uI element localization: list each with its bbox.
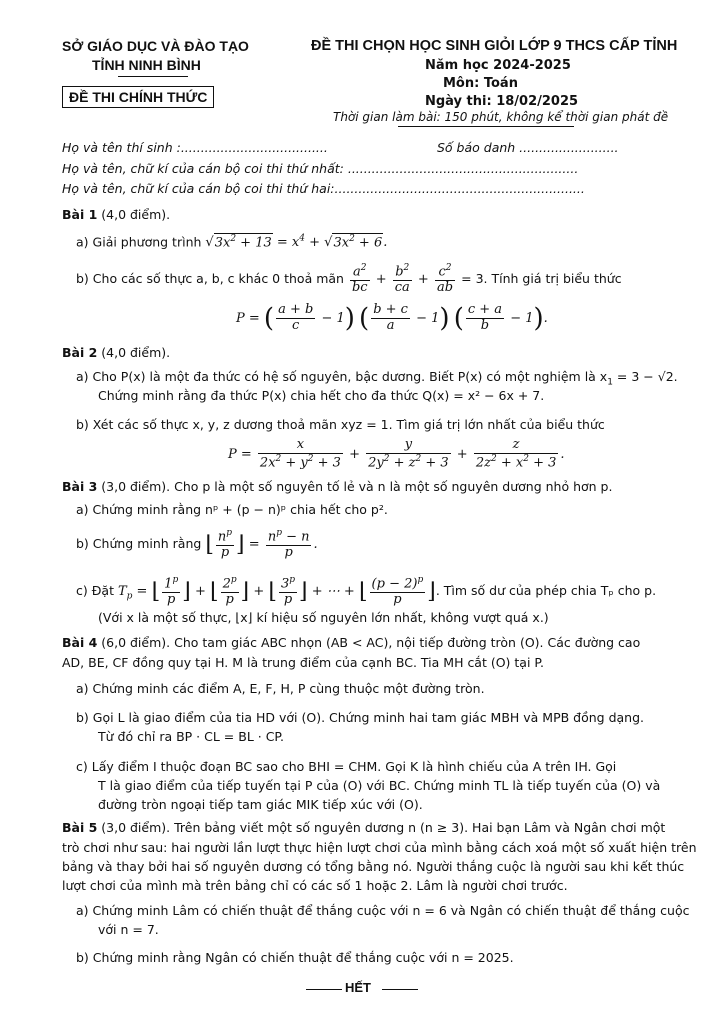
exam-title: ĐỀ THI CHỌN HỌC SINH GIỎI LỚP 9 THCS CẤP TỈNH bbox=[311, 38, 678, 54]
bai1-heading bbox=[62, 207, 170, 222]
bai2-a-line1: a) Cho P(x) là một đa thức có hệ số nguyên, bậc dương. Biết P(x) có một nghiệm là $x_1 = 3 - √2$. bbox=[76, 369, 678, 388]
province-underline bbox=[118, 76, 188, 77]
bai3-title: Bài 3 bbox=[62, 479, 98, 494]
candidate-id-line: Số báo danh ......................... bbox=[437, 140, 619, 155]
bai4-c-line3: đường tròn ngoại tiếp tam giác MIK tiếp xúc với (O). bbox=[98, 797, 423, 812]
bai1-a-equation: $√3x^2 + 13 = x^4 + √3x^2 + 6$. bbox=[205, 234, 388, 251]
bai4-points: (6,0 điểm). bbox=[97, 635, 171, 650]
exam-date: Ngày thi: 18/02/2025 bbox=[425, 94, 579, 109]
province-name: TỈNH NINH BÌNH bbox=[92, 57, 201, 73]
bai4-intro2: AD, BE, CF đồng quy tại H. M là trung điểm của cạnh BC. Tia MH cắt (O) tại P. bbox=[62, 655, 544, 670]
official-exam-label: ĐỀ THI CHÍNH THỨC bbox=[62, 86, 214, 108]
bai3-c: c) Đặt $T_p$ = ⌊ $\frac{1^p}{p}$ ⌋ + ⌊ $\frac{2^p}{p}$ ⌋ + ⌊ $\frac{3^p}{p}$ ⌋ + ⋯ + ⌊ $\frac{(p - 2)^p}{p}$ ⌋. Tìm số dư của phép chia Tₚ cho p. bbox=[76, 575, 657, 608]
bai4-intro1: Cho tam giác ABC nhọn (AB < AC), nội tiếp đường tròn (O). Các đường cao bbox=[174, 635, 641, 650]
bai4-a: a) Chứng minh các điểm A, E, F, H, P cùng thuộc một đường tròn. bbox=[76, 681, 485, 696]
bai5-title: Bài 5 bbox=[62, 820, 98, 835]
bai1-a bbox=[76, 233, 387, 250]
bai5-points: (3,0 điểm). bbox=[97, 820, 171, 835]
proctor2-line: Họ và tên, chữ kí của cán bộ coi thi thứ hai:............................................................... bbox=[62, 181, 585, 196]
bai1-b-condition: $\frac{a^2}{bc}$ + $\frac{b^2}{ca}$ + $\frac{c^2}{ab}$ bbox=[351, 263, 454, 296]
bai3-intro: Cho p là một số nguyên tố lẻ và n là một số nguyên dương nhỏ hơn p. bbox=[174, 479, 613, 494]
bai2-title: Bài 2 bbox=[62, 345, 98, 360]
end-rule-left bbox=[306, 989, 342, 990]
bai1-points: (4,0 điểm). bbox=[97, 207, 171, 222]
bai3-b-equation: ⌊ $\frac{n^p}{p}$ ⌋ = $\frac{n^p - n}{p}$ . bbox=[205, 528, 318, 561]
bai1-b-label: b) bbox=[76, 271, 89, 287]
bai5-heading bbox=[62, 820, 665, 835]
bai2-b-line1: b) Xét các số thực x, y, z dương thoả mãn xyz = 1. Tìm giá trị lớn nhất của biểu thức bbox=[76, 417, 605, 432]
time-limit: Thời gian làm bài: 150 phút, không kể thời gian phát đề bbox=[333, 110, 669, 124]
bai5-a-line1: a) Chứng minh Lâm có chiến thuật để thắng cuộc với n = 6 và Ngân có chiến thuật để thắng cuộc bbox=[76, 903, 690, 918]
bai4-b-line2: Từ đó chỉ ra BP · CL = BL · CP. bbox=[98, 729, 284, 744]
bai4-title: Bài 4 bbox=[62, 635, 98, 650]
department-name: SỞ GIÁO DỤC VÀ ĐÀO TẠO bbox=[62, 38, 249, 54]
bai2-a-line2: Chứng minh rằng đa thức P(x) chia hết cho đa thức Q(x) = x² − 6x + 7. bbox=[98, 388, 545, 403]
bai1-b-text2: = 3. Tính giá trị biểu thức bbox=[461, 271, 622, 287]
bai3-b: b) Chứng minh rằng ⌊ $\frac{n^p}{p}$ ⌋ = $\frac{n^p - n}{p}$ . bbox=[76, 528, 318, 561]
bai1-b-expression: P = ( $\frac{a + b}{c}$ − 1) ( $\frac{b + c}{a}$ − 1) ( $\frac{c + a}{b}$ − 1). bbox=[236, 302, 548, 334]
bai5-b: b) Chứng minh rằng Ngân có chiến thuật để thắng cuộc với n = 2025. bbox=[76, 950, 514, 965]
end-marker: HẾT bbox=[345, 980, 371, 995]
bai4-b-line1: b) Gọi L là giao điểm của tia HD với (O). Chứng minh hai tam giác MBH và MPB đồng dạng. bbox=[76, 710, 645, 725]
school-year: Năm học 2024-2025 bbox=[425, 58, 571, 73]
bai3-heading bbox=[62, 479, 612, 494]
bai5-intro2: trò chơi như sau: hai người lần lượt thực hiện lượt chơi của mình bằng cách xoá một số xuất hiện trên bbox=[62, 840, 697, 855]
bai3-a: a) Chứng minh rằng nᵖ + (p − n)ᵖ chia hết cho p². bbox=[76, 502, 388, 517]
bai5-a-line2: với n = 7. bbox=[98, 922, 159, 937]
bai4-heading bbox=[62, 635, 640, 650]
bai1-a-label: a) bbox=[76, 234, 89, 250]
bai5-intro3: bảng và thay bởi hai số nguyên dương có tổng bằng nó. Người thắng cuộc là người sau khi kết thúc bbox=[62, 859, 685, 874]
bai3-note: (Với x là một số thực, ⌊x⌋ kí hiệu số nguyên lớn nhất, không vượt quá x.) bbox=[98, 610, 549, 625]
bai2-heading bbox=[62, 345, 170, 360]
bai3-c-equation: $T_p$ = ⌊ $\frac{1^p}{p}$ ⌋ + ⌊ $\frac{2^p}{p}$ ⌋ + ⌊ $\frac{3^p}{p}$ ⌋ + ⋯ + ⌊ $\frac{(p - 2)^p}{p}$ ⌋ bbox=[117, 575, 436, 608]
bai5-intro4: lượt chơi của mình mà trên bảng chỉ có các số 1 hoặc 2. Lâm là người chơi trước. bbox=[62, 878, 568, 893]
bai5-intro1: Trên bảng viết một số nguyên dương n (n ≥ 3). Hai bạn Lâm và Ngân chơi một bbox=[174, 820, 666, 835]
bai4-c-line2: T là giao điểm của tiếp tuyến tại P của (O) với BC. Chứng minh TL là tiếp tuyến của (O) và bbox=[98, 778, 661, 793]
end-rule-right bbox=[382, 989, 418, 990]
bai1-a-text: Giải phương trình bbox=[92, 234, 202, 250]
bai2-b-expression: P = $\frac{x}{2x^2 + y^2 + 3}$ + $\frac{y}{2y^2 + z^2 + 3}$ + $\frac{z}{2z^2 + x^2 + 3}$ . bbox=[228, 437, 565, 471]
bai3-points: (3,0 điểm). bbox=[97, 479, 171, 494]
proctor1-line: Họ và tên, chữ kí của cán bộ coi thi thứ nhất: .......................................................... bbox=[62, 161, 579, 176]
bai1-b bbox=[76, 263, 622, 296]
bai1-b-text1: Cho các số thực a, b, c khác 0 thoả mãn bbox=[92, 271, 344, 287]
bai1-title: Bài 1 bbox=[62, 207, 98, 222]
bai4-c-line1: c) Lấy điểm I thuộc đoạn BC sao cho BHI = CHM. Gọi K là hình chiếu của A trên IH. Gọi bbox=[76, 759, 617, 774]
time-limit-underline bbox=[398, 126, 574, 127]
bai2-points: (4,0 điểm). bbox=[97, 345, 171, 360]
candidate-name-line: Họ và tên thí sinh :..................................... bbox=[62, 140, 328, 155]
subject: Môn: Toán bbox=[443, 76, 518, 91]
